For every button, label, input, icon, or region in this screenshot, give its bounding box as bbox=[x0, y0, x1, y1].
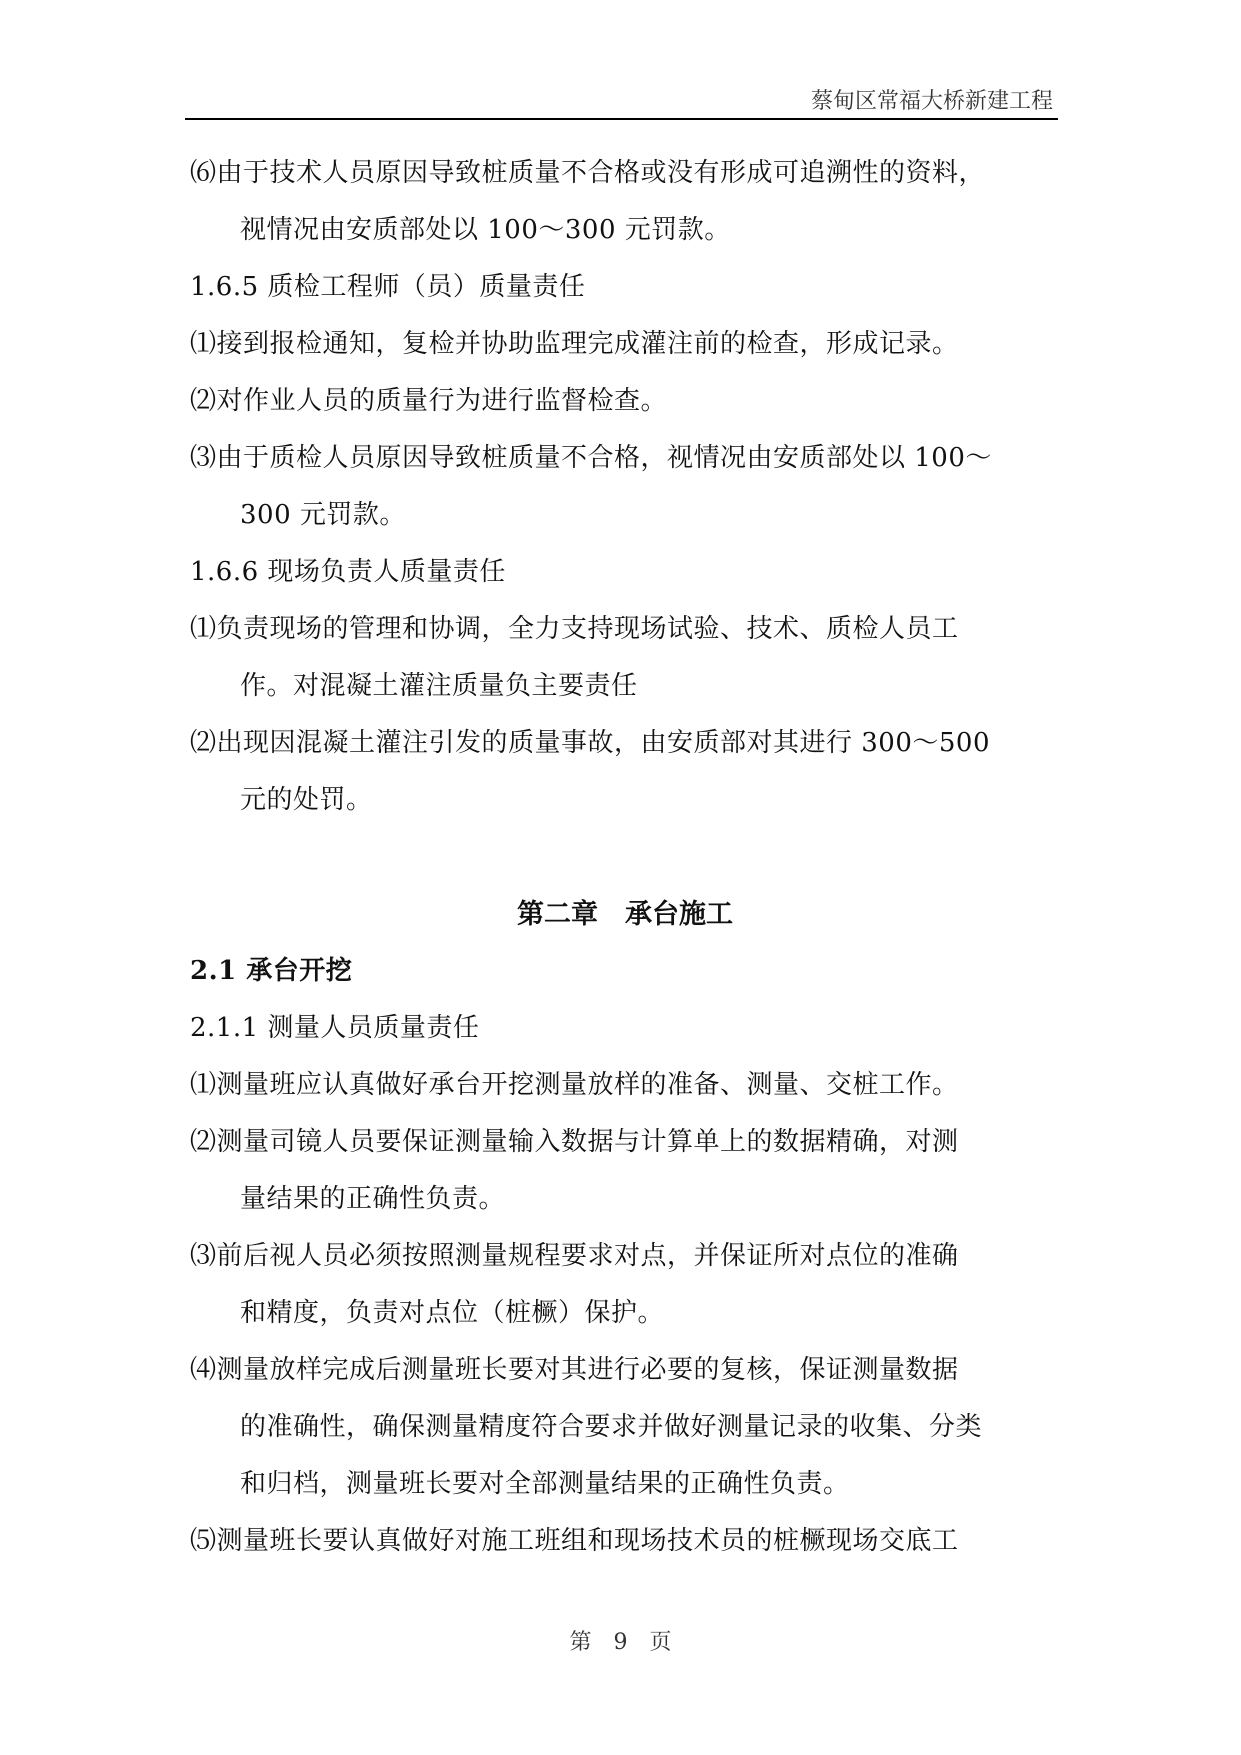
paragraph-line: ⑴负责现场的管理和协调，全力支持现场试验、技术、质检人员工 bbox=[190, 614, 959, 644]
paragraph-line: ⑴接到报检通知，复检并协助监理完成灌注前的检查，形成记录。 bbox=[190, 329, 959, 359]
paragraph-line-continued: 和精度，负责对点位（桩橛）保护。 bbox=[240, 1298, 665, 1328]
section-heading: 2.1 承台开挖 bbox=[190, 956, 353, 986]
paragraph-line: ⑵对作业人员的质量行为进行监督检查。 bbox=[190, 386, 668, 416]
document-body bbox=[190, 145, 1070, 1570]
paragraph-line: ⑹由于技术人员原因导致桩质量不合格或没有形成可追溯性的资料， bbox=[190, 158, 986, 188]
blank-line bbox=[190, 829, 1070, 886]
subsection-heading: 2.1.1 测量人员质量责任 bbox=[190, 1013, 480, 1043]
paragraph-line-continued: 量结果的正确性负责。 bbox=[240, 1184, 506, 1214]
paragraph-line-continued: 300 元罚款。 bbox=[240, 500, 406, 530]
paragraph-line: ⑵出现因混凝土灌注引发的质量事故，由安质部对其进行 300～500 bbox=[190, 728, 991, 758]
paragraph-line: ⑸测量班长要认真做好对施工班组和现场技术员的桩橛现场交底工 bbox=[190, 1526, 959, 1556]
paragraph-line: ⑶前后视人员必须按照测量规程要求对点，并保证所对点位的准确 bbox=[190, 1241, 959, 1271]
paragraph-line-continued: 元的处罚。 bbox=[240, 785, 373, 815]
header-rule bbox=[185, 118, 1058, 120]
page-number: 第 9 页 bbox=[569, 1630, 672, 1655]
header-title: 蔡甸区常福大桥新建工程 bbox=[810, 89, 1053, 114]
paragraph-line-continued: 的准确性，确保测量精度符合要求并做好测量记录的收集、分类 bbox=[240, 1412, 983, 1442]
paragraph-line-continued: 和归档，测量班长要对全部测量结果的正确性负责。 bbox=[240, 1469, 850, 1499]
paragraph-line: ⑶由于质检人员原因导致桩质量不合格，视情况由安质部处以 100～ bbox=[190, 443, 992, 473]
paragraph-line-continued: 作。对混凝土灌注质量负主要责任 bbox=[240, 671, 638, 701]
paragraph-line: ⑴测量班应认真做好承台开挖测量放样的准备、测量、交桩工作。 bbox=[190, 1070, 959, 1100]
paragraph-line: ⑵测量司镜人员要保证测量输入数据与计算单上的数据精确，对测 bbox=[190, 1127, 959, 1157]
chapter-title: 第二章 承台施工 bbox=[517, 899, 733, 930]
subsection-heading: 1.6.6 现场负责人质量责任 bbox=[190, 557, 506, 587]
paragraph-line: ⑷测量放样完成后测量班长要对其进行必要的复核，保证测量数据 bbox=[190, 1355, 959, 1385]
subsection-heading: 1.6.5 质检工程师（员）质量责任 bbox=[190, 272, 586, 302]
paragraph-line-continued: 视情况由安质部处以 100～300 元罚款。 bbox=[240, 215, 731, 245]
